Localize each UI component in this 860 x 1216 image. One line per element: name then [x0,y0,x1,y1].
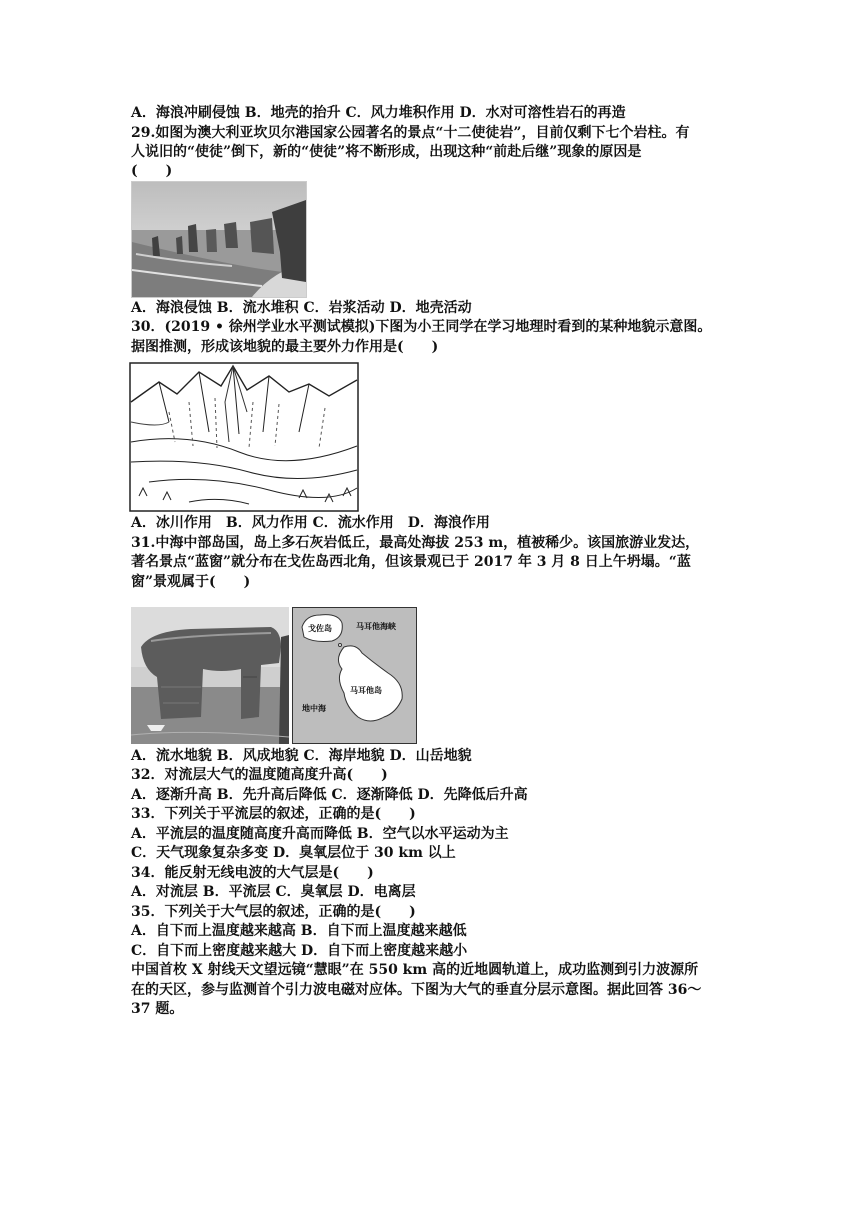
map-label-gozo: 戈佐岛 [308,623,332,633]
q33-stem: 33．下列关于平流层的叙述，正确的是( ) [131,806,416,822]
q34-stem: 34．能反射无线电波的大气层是( ) [131,865,374,881]
passage-3: 37 题。 [131,1001,184,1017]
passage-2: 在的天区，参与监测首个引力波电磁对应体。下图为大气的垂直分层示意图。据此回答 36～ [131,982,702,998]
landform-sketch [129,362,359,512]
q30-options: A．冰川作用 B．风力作用 C．流水作用 D．海浪作用 [131,515,490,531]
q33-options-1: A．平流层的温度随高度升高而降低 B．空气以水平运动为主 [131,826,509,842]
malta-map [292,607,417,744]
q31-stem-2: 著名景点“蓝窗”就分布在戈佐岛西北角，但该景观已于 2017 年 3 月 8 日上午坍塌。“蓝 [131,554,691,570]
q31-stem-1: 31.中海中部岛国，岛上多石灰岩低丘，最高处海拔 253 m，植被稀少。该国旅游业发达， [131,535,700,551]
q29-options: A．海浪侵蚀 B．流水堆积 C．岩浆活动 D．地壳活动 [131,300,472,316]
q31-options: A．流水地貌 B．风成地貌 C．海岸地貌 D．山岳地貌 [131,748,472,764]
q35-options-2: C．自下而上密度越来越大 D．自下而上密度越来越小 [131,943,468,959]
map-label-strait: 马耳他海峡 [356,621,396,631]
q28-options: A．海浪冲刷侵蚀 B．地壳的抬升 C．风力堆积作用 D．水对可溶性岩石的再造 [131,105,626,121]
q33-options-2: C．天气现象复杂多变 D．臭氧层位于 30 km 以上 [131,845,456,861]
q29-stem-1: 29.如图为澳大利亚坎贝尔港国家公园著名的景点“十二使徒岩”，目前仅剩下七个岩柱。有 [131,125,690,141]
map-label-sea: 地中海 [302,703,326,713]
q32-options: A．逐渐升高 B．先升高后降低 C．逐渐降低 D．先降低后升高 [131,787,528,803]
q29-stem-2: 人说旧的“使徒”倒下，新的“使徒”将不断形成，出现这种“前赴后继”现象的原因是 [131,144,642,160]
q30-stem-1: 30．(2019 • 徐州学业水平测试模拟)下图为小王同学在学习地理时看到的某种地貌示意图。 [131,319,712,335]
passage-1: 中国首枚 X 射线天文望远镜“慧眼”在 550 km 高的近地圆轨道上，成功监测到引力波源所 [131,962,699,978]
q30-stem-2: 据图推测，形成该地貌的最主要外力作用是( ) [131,339,439,355]
q35-stem: 35．下列关于大气层的叙述，正确的是( ) [131,904,416,920]
q34-options: A．对流层 B．平流层 C．臭氧层 D．电离层 [131,884,416,900]
q32-stem: 32．对流层大气的温度随高度升高( ) [131,767,388,783]
map-label-malta: 马耳他岛 [350,685,382,695]
twelve-apostles-photo [131,181,307,298]
q31-stem-3: 窗”景观属于( ) [131,574,251,590]
q35-options-1: A．自下而上温度越来越高 B．自下而上温度越来越低 [131,923,467,939]
q29-stem-3: ( ) [131,163,173,179]
azure-window-photo [131,607,289,744]
